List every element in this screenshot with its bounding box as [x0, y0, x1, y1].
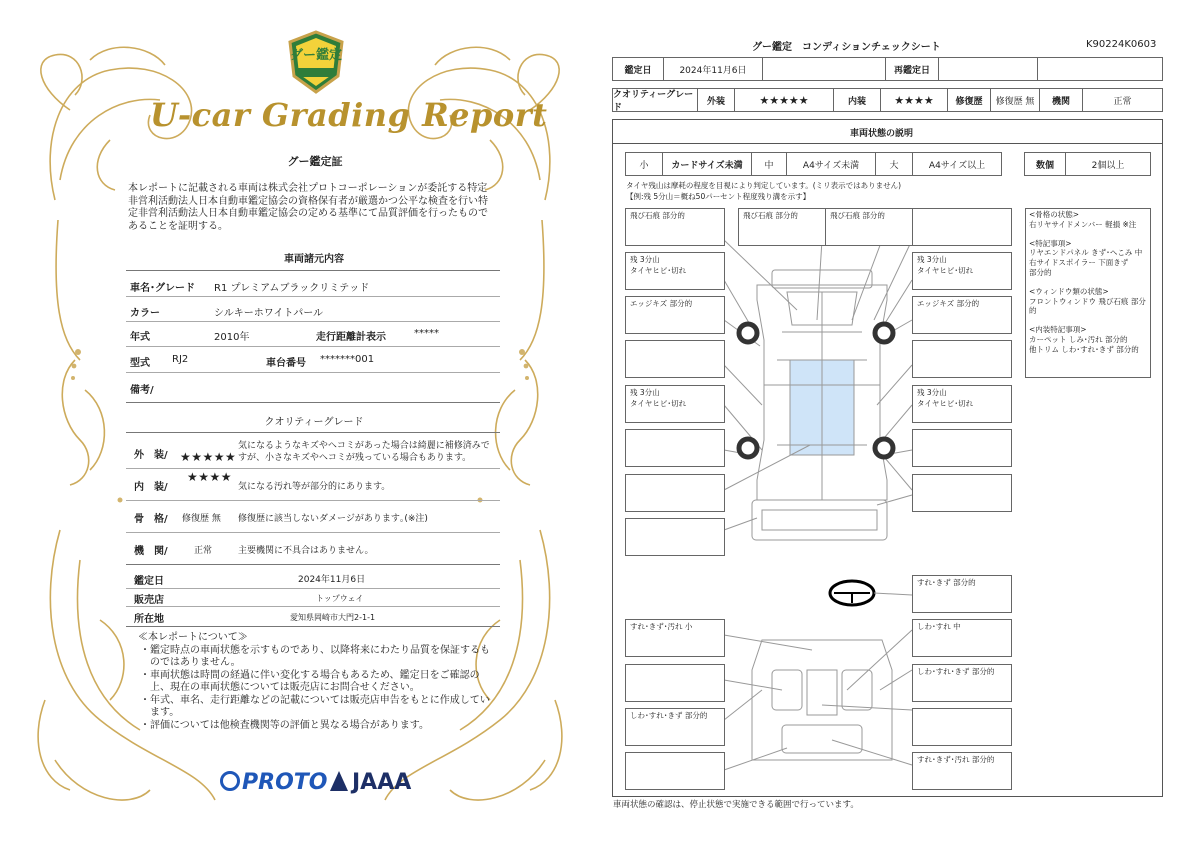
- count-value: 2個以上: [1065, 152, 1151, 176]
- engine-description: 主要機関に不具合はありません。: [238, 546, 374, 556]
- divider: [126, 626, 500, 627]
- certificate-intro: 本レポートに記載される車両は株式会社プロトコーポレーションが委託する特定非営利活動法人日本自動車鑑定協会の資格保有者が厳選かつ公平な検査を行い特定非営利活動法人日本自動車鑑定協会の定める基準にて品質評価を行ったものであることを証明する。: [128, 183, 488, 232]
- interior-box: すれ･きず･汚れ 小: [625, 619, 725, 657]
- frame-label: 骨 格/: [134, 514, 168, 525]
- chassis-label: 車台番号: [266, 358, 306, 369]
- history-value: 修復歴 無: [990, 88, 1040, 112]
- front-right-tire-box: 残 3分山 タイヤヒビ･切れ: [912, 252, 1012, 290]
- note-item: ・年式、車名、走行距離などの記載については販売店申告をもとに作成しています。: [140, 694, 490, 718]
- size-mid-desc: A4サイズ未満: [786, 152, 876, 176]
- divider: [126, 500, 500, 501]
- divider: [126, 296, 500, 297]
- year-label: 年式: [130, 332, 150, 343]
- divider: [126, 532, 500, 533]
- exterior-description: 気になるようなキズやヘコミがあった場合は綺麗に補修済みですが、小さなキズやヘコミが残っている場合もあります。: [238, 441, 490, 463]
- divider: [126, 468, 500, 469]
- proto-mark-icon: [220, 771, 240, 791]
- divider: [126, 606, 500, 607]
- jaaa-logo: JAAA: [330, 770, 411, 795]
- damage-box-empty: [625, 340, 725, 378]
- damage-box-empty: [625, 429, 725, 467]
- sheet-title: グー鑑定 コンディションチェックシート: [752, 42, 941, 53]
- address-label: 所在地: [134, 614, 164, 625]
- date-label: 鑑定日: [612, 57, 664, 81]
- quality-heading: クオリティーグレード: [264, 417, 364, 428]
- emblem-text: グー鑑定: [289, 48, 342, 63]
- store-value: トップウェイ: [316, 594, 364, 603]
- rear-left-tire-box: 残 3分山 タイヤヒビ･切れ: [625, 385, 725, 423]
- size-mid-label: 中: [751, 152, 787, 176]
- front-left-tire-box: 残 3分山 タイヤヒビ･切れ: [625, 252, 725, 290]
- ext-stars: ★★★★★: [734, 88, 834, 112]
- frame-notes: 右リヤサイドメンバー 軽損 ※注: [1029, 219, 1137, 229]
- damage-box: 飛び石痕 部分的: [738, 208, 838, 246]
- mileage-label: 走行距離計表示: [316, 332, 386, 343]
- damage-box-empty: [912, 340, 1012, 378]
- interior-box-empty: [912, 708, 1012, 746]
- color-label: カラー: [130, 308, 160, 319]
- address-value: 愛知県岡崎市大門2-1-1: [290, 613, 376, 622]
- date-value: 2024年11月6日: [663, 57, 763, 81]
- frame-description: 修復歴に該当しないダメージがあります｡(※注): [238, 514, 428, 524]
- damage-box-empty: [625, 518, 725, 556]
- year-value: 2010年: [214, 332, 250, 343]
- remarks-label: 備考/: [130, 385, 154, 396]
- interior-notes: カーペット しみ･汚れ 部分的 他トリム しわ･すれ･きず 部分的: [1029, 334, 1139, 354]
- report-notes: [138, 632, 498, 732]
- exterior-label: 外 装/: [134, 450, 168, 461]
- divider: [126, 270, 500, 271]
- engine-label: 機 関/: [134, 546, 168, 557]
- car-name-value: R1 プレミアムブラックリミテッド: [214, 283, 370, 294]
- interior-label: 内 装/: [134, 482, 168, 493]
- divider: [126, 402, 500, 403]
- edge-left-box: エッジキズ 部分的: [625, 296, 725, 334]
- notes-title: ≪本レポートについて≫: [138, 632, 248, 643]
- store-label: 販売店: [134, 595, 164, 606]
- sheet-footer: 車両状態の確認は、停止状態で実施できる範囲で行っています。: [613, 800, 859, 810]
- divider: [126, 372, 500, 373]
- interior-stars: ★★★★: [187, 470, 233, 484]
- interior-description: 気になる汚れ等が部分的にあります。: [238, 482, 391, 492]
- note-item: ・鑑定時点の車両状態を示すものであり、以降将来にわたり品質を保証するものではありません。: [140, 644, 490, 668]
- proto-logo: PROTO: [220, 770, 327, 795]
- jaaa-mark-icon: [330, 771, 348, 791]
- interior-box-empty: [625, 752, 725, 790]
- model-label: 型式: [130, 358, 150, 369]
- divider: [126, 346, 500, 347]
- redate-value: [938, 57, 1038, 81]
- steering-box: すれ･きず 部分的: [912, 575, 1012, 613]
- engine-value: 正常: [1082, 88, 1163, 112]
- spec-heading: 車両諸元内容: [284, 254, 344, 265]
- quality-label: クオリティーグレード: [612, 88, 698, 112]
- damage-box-empty: [912, 429, 1012, 467]
- divider: [126, 432, 500, 433]
- frame-value: 修復歴 無: [182, 514, 221, 524]
- ext-label: 外装: [697, 88, 735, 112]
- sheet-id: K90224K0603: [1086, 39, 1157, 50]
- date-blank: [762, 57, 886, 81]
- redate-blank: [1037, 57, 1163, 81]
- goo-kantei-emblem: [286, 30, 346, 96]
- size-large-desc: A4サイズ以上: [912, 152, 1002, 176]
- edge-right-box: エッジキズ 部分的: [912, 296, 1012, 334]
- certificate-title: グー鑑定証: [287, 155, 343, 168]
- report-script-title: U-car Grading Report: [150, 96, 548, 134]
- history-label: 修復歴: [947, 88, 991, 112]
- int-stars: ★★★★: [880, 88, 948, 112]
- appraisal-date-value: 2024年11月6日: [298, 575, 366, 585]
- state-heading: 車両状態の説明: [850, 129, 914, 139]
- frame-notes-title: <骨格の状態>: [1029, 210, 1080, 219]
- special-notes-title: <特記事項>: [1029, 238, 1072, 248]
- interior-box: しわ･すれ･きず 部分的: [912, 664, 1012, 702]
- damage-box: 飛び石痕 部分的: [825, 208, 925, 246]
- size-large-label: 大: [875, 152, 913, 176]
- size-small-label: 小: [625, 152, 663, 176]
- redate-label: 再鑑定日: [885, 57, 939, 81]
- condition-notes: [1025, 208, 1151, 378]
- special-notes: リヤエンドパネル きず･へこみ 中 右サイドスポイラー 下面きず 部分的: [1029, 248, 1143, 277]
- interior-box: すれ･きず･汚れ 部分的: [912, 752, 1012, 790]
- engine-value: 正常: [194, 546, 213, 556]
- count-label: 数個: [1024, 152, 1066, 176]
- interior-box: しわ･すれ･きず 部分的: [625, 708, 725, 746]
- damage-box-empty: [625, 474, 725, 512]
- divider: [126, 564, 500, 565]
- window-notes: フロントウィンドウ 飛び石痕 部分的: [1029, 296, 1146, 316]
- interior-notes-title: <内装特記事項>: [1029, 325, 1087, 335]
- model-value: RJ2: [172, 354, 189, 365]
- size-small-desc: カードサイズ未満: [662, 152, 752, 176]
- car-name-label: 車名･グレード: [130, 283, 195, 294]
- tire-note-2: 【例:残 5分山＝概ね50パーセント程度残り溝を示す】: [626, 192, 811, 201]
- damage-box-empty: [912, 474, 1012, 512]
- int-label: 内装: [833, 88, 881, 112]
- interior-box: しわ･すれ 中: [912, 619, 1012, 657]
- note-item: ・車両状態は時間の経過に伴い変化する場合もあるため、鑑定日をご確認の上、現在の車両状態については販売店にお問合せください。: [140, 669, 480, 693]
- engine-label: 機関: [1039, 88, 1083, 112]
- tire-note-1: タイヤ残山は摩耗の程度を目視により判定しています。(ミリ表示ではありません): [626, 181, 902, 190]
- note-item: ・評価については他検査機関等の評価と異なる場合があります。: [140, 719, 429, 731]
- chassis-value: *******001: [320, 354, 375, 365]
- mileage-value: *****: [414, 328, 439, 339]
- divider: [126, 588, 500, 589]
- appraisal-date-label: 鑑定日: [134, 576, 164, 587]
- damage-box: 飛び石痕 部分的: [625, 208, 725, 246]
- exterior-stars: ★★★★★: [180, 450, 237, 464]
- rear-right-tire-box: 残 3分山 タイヤヒビ･切れ: [912, 385, 1012, 423]
- divider: [126, 321, 500, 322]
- damage-box-empty: [912, 208, 1012, 246]
- window-notes-title: <ウィンドウ類の状態>: [1029, 286, 1109, 296]
- color-value: シルキーホワイトパール: [214, 308, 324, 319]
- interior-box-empty: [625, 664, 725, 702]
